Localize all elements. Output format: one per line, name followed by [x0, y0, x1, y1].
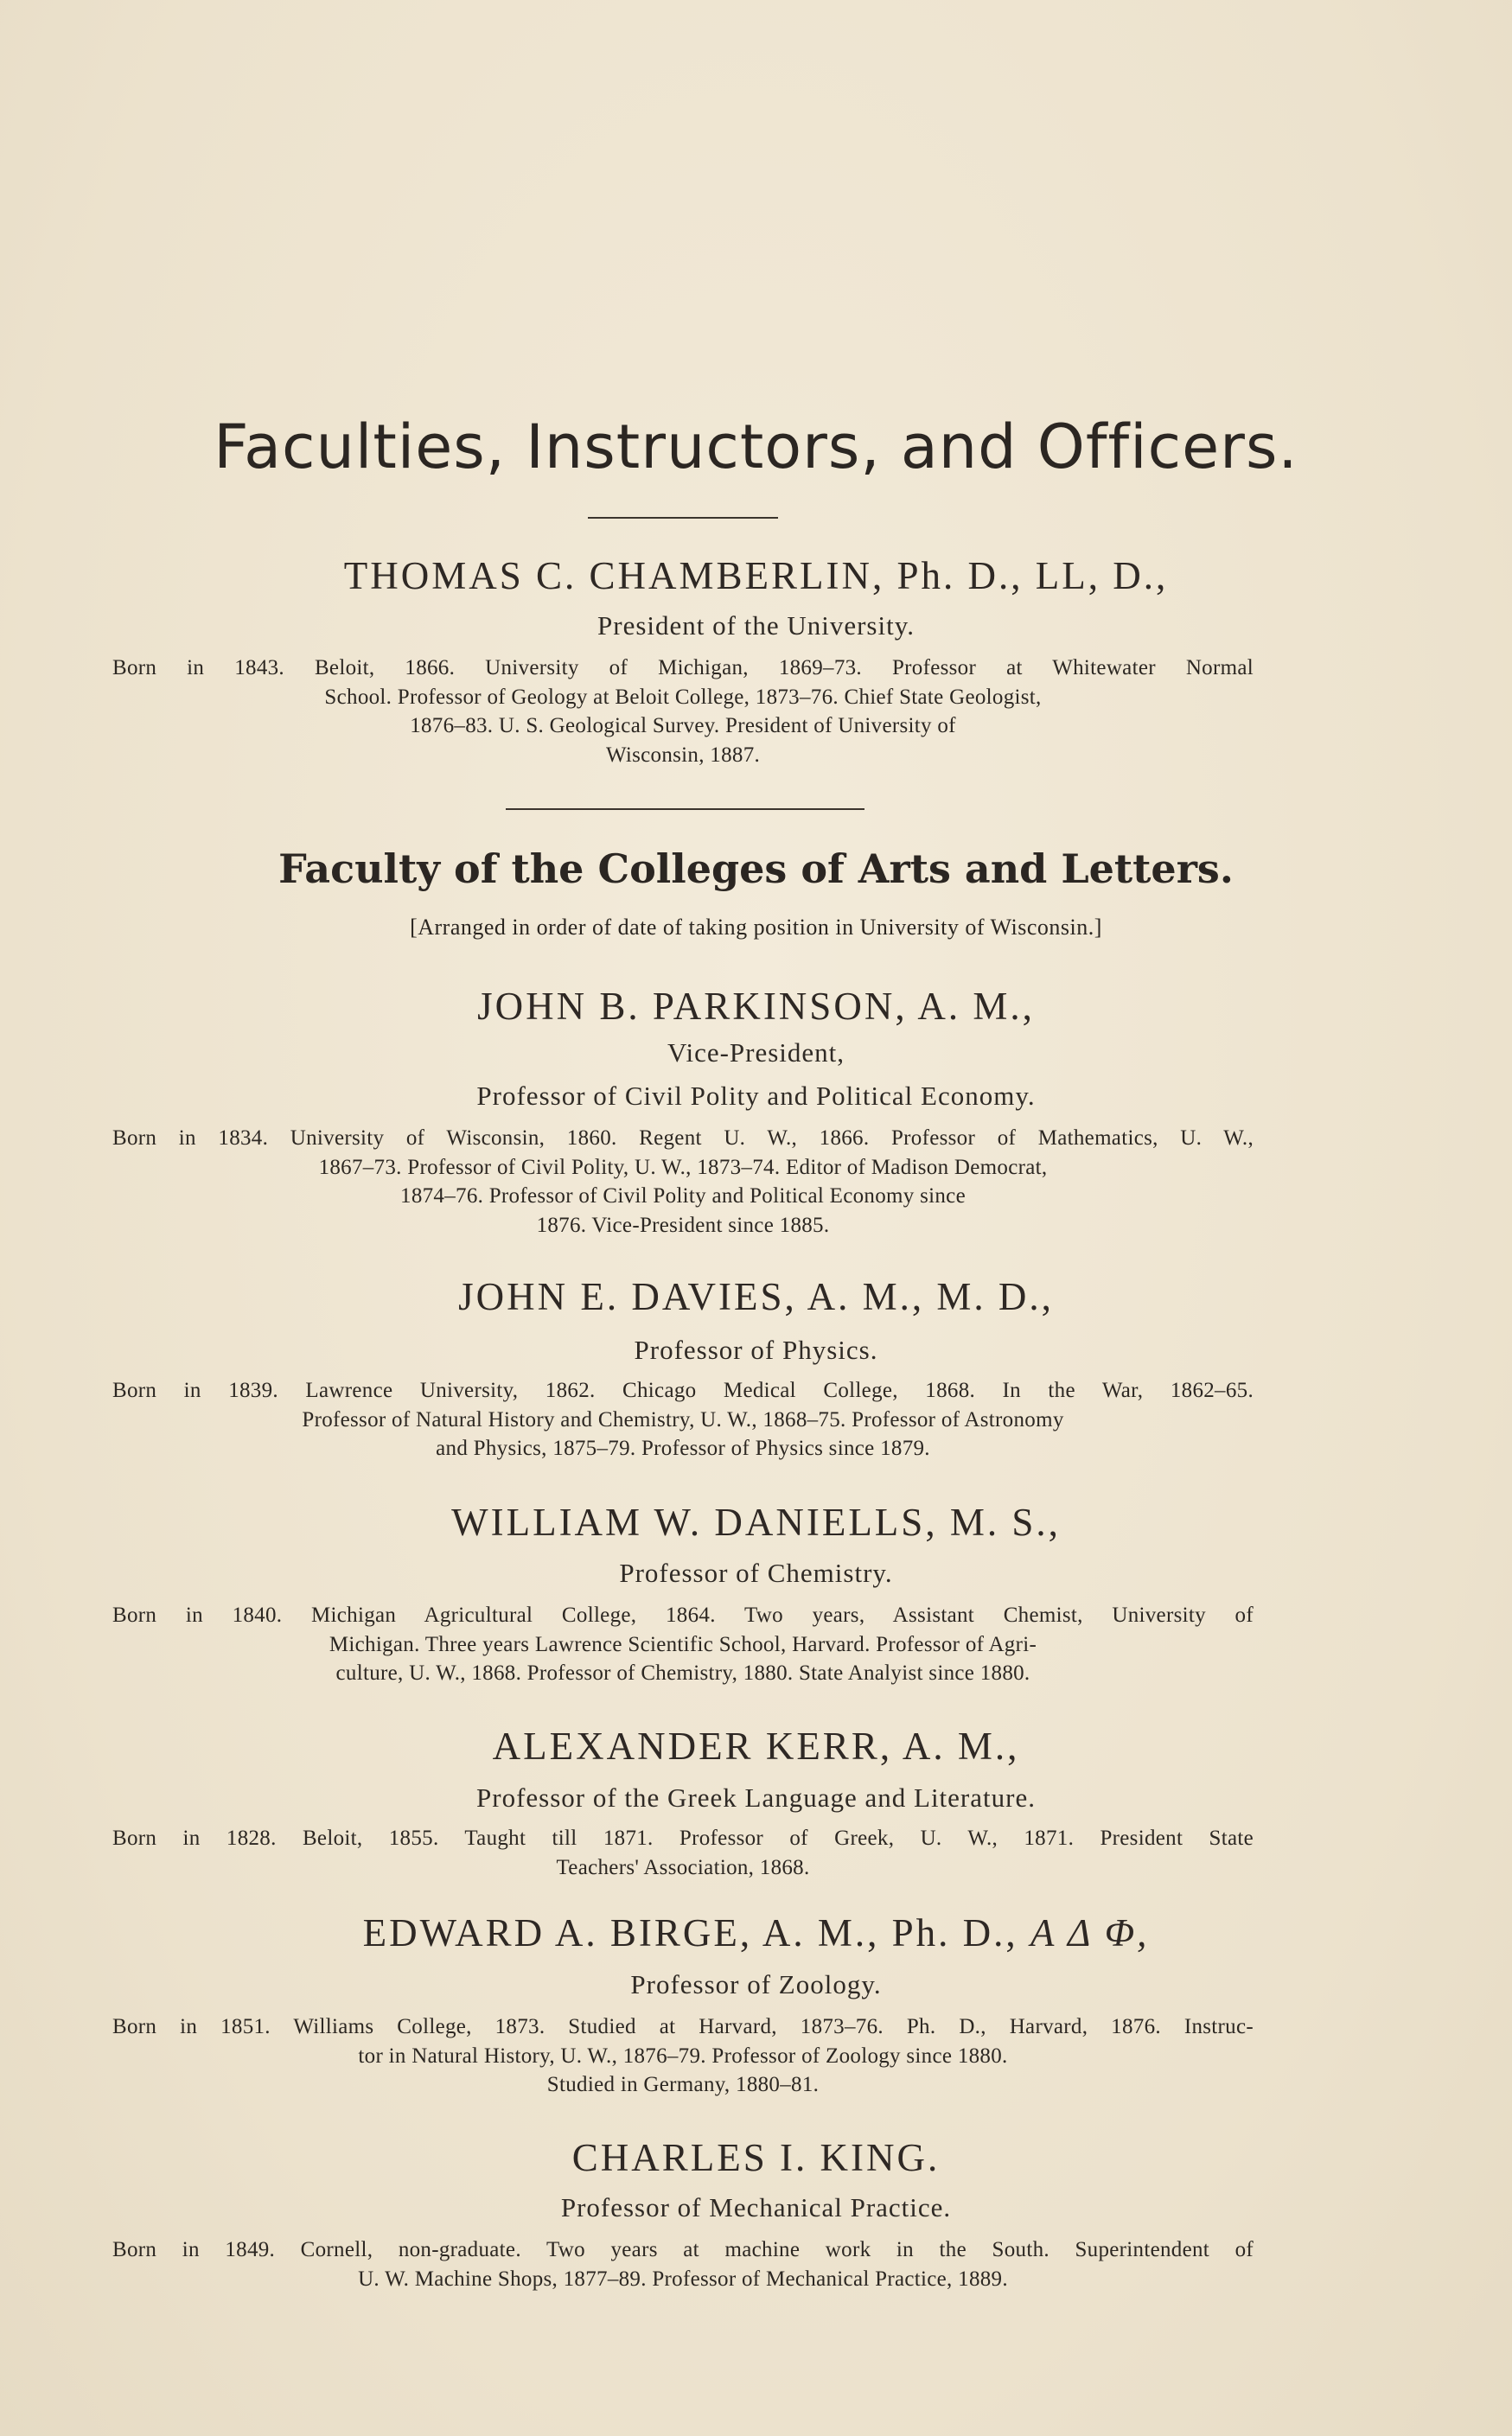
- faculty-name: JOHN B. PARKINSON, A. M.,: [477, 985, 1035, 1028]
- bio-line: Born in 1828. Beloit, 1855. Taught till 1871. Professor of Greek, U. W., 1871. President State: [112, 1827, 1254, 1850]
- faculty-bio: [112, 1376, 1254, 1464]
- faculty-bio: [112, 2235, 1254, 2293]
- section-title: Faculty of the Colleges of Arts and Letters.: [278, 845, 1234, 892]
- bio-line: Studied in Germany, 1880–81.: [546, 2073, 820, 2096]
- bio-line: Wisconsin, 1887.: [605, 743, 761, 767]
- greek-letters: Α Δ Φ,: [1030, 1911, 1150, 1955]
- faculty-bio: [112, 1601, 1254, 1688]
- bio-line: Born in 1840. Michigan Agricultural College, 1864. Two years, Assistant Chemist, University of: [112, 1604, 1254, 1627]
- faculty-role: Professor of Civil Polity and Political Economy.: [476, 1081, 1036, 1111]
- bio-line: 1867–73. Professor of Civil Polity, U. W., 1873–74. Editor of Madison Democrat,: [318, 1155, 1048, 1179]
- bio-line: School. Professor of Geology at Beloit College, 1873–76. Chief State Geologist,: [324, 685, 1042, 709]
- section-note: [Arranged in order of date of taking position in University of Wisconsin.]: [410, 915, 1102, 940]
- faculty-name: JOHN E. DAVIES, A. M., M. D.,: [458, 1275, 1054, 1318]
- bio-line: and Physics, 1875–79. Professor of Physics since 1879.: [436, 1437, 930, 1460]
- bio-line: 1876. Vice-President since 1885.: [536, 1213, 830, 1237]
- faculty-role: Vice-President,: [667, 1037, 845, 1068]
- bio-line: Professor of Natural History and Chemistry, U. W., 1868–75. Professor of Astronomy: [302, 1407, 1064, 1432]
- bio-line: Born in 1843. Beloit, 1866. University of Michigan, 1869–73. Professor at Whitewater Normal: [112, 656, 1254, 679]
- president-role: President of the University.: [597, 610, 915, 641]
- faculty-role: Professor of Chemistry.: [619, 1558, 893, 1588]
- bio-line: 1876–83. U. S. Geological Survey. President of University of: [410, 714, 956, 737]
- faculty-role: Professor of Physics.: [634, 1335, 878, 1365]
- faculty-role: Professor of Zoology.: [630, 1969, 882, 1999]
- bio-line: U. W. Machine Shops, 1877–89. Professor of Mechanical Practice, 1889.: [358, 2267, 1008, 2291]
- faculty-name: CHARLES I. KING.: [571, 2136, 941, 2179]
- bio-line: culture, U. W., 1868. Professor of Chemistry, 1880. State Analyist since 1880.: [335, 1661, 1030, 1685]
- bio-line: 1874–76. Professor of Civil Polity and Political Economy since: [400, 1184, 966, 1208]
- bio-line: Born in 1851. Williams College, 1873. Studied at Harvard, 1873–76. Ph. D., Harvard, 1876. Instruc-: [112, 2015, 1254, 2038]
- faculty-role: Professor of Mechanical Practice.: [560, 2192, 952, 2222]
- president-bio: [112, 654, 1254, 769]
- bio-line: Michigan. Three years Lawrence Scientific School, Harvard. Professor of Agri-: [329, 1632, 1037, 1656]
- faculty-bio: [112, 2012, 1254, 2100]
- faculty-name: WILLIAM W. DANIELLS, M. S.,: [451, 1501, 1061, 1544]
- bio-line: Born in 1834. University of Wisconsin, 1860. Regent U. W., 1866. Professor of Mathematics, U. W.,: [112, 1126, 1254, 1150]
- faculty-role: Professor of the Greek Language and Literature.: [476, 1782, 1036, 1813]
- faculty-name: [0, 1910, 1512, 1955]
- bio-line: Born in 1839. Lawrence University, 1862. Chicago Medical College, 1868. In the War, 1862–65.: [112, 1379, 1254, 1402]
- bio-line: Born in 1849. Cornell, non-graduate. Two years at machine work in the South. Superintendent of: [112, 2238, 1254, 2261]
- faculty-bio: [112, 1824, 1254, 1882]
- faculty-name: ALEXANDER KERR, A. M.,: [492, 1725, 1020, 1768]
- president-name: THOMAS C. CHAMBERLIN, Ph. D., LL, D.,: [343, 554, 1169, 597]
- bio-line: tor in Natural History, U. W., 1876–79. Professor of Zoology since 1880.: [358, 2044, 1008, 2068]
- page-title: Faculties, Instructors, and Officers.: [214, 411, 1298, 482]
- section-divider: [506, 808, 864, 810]
- bio-line: Teachers' Association, 1868.: [556, 1855, 810, 1879]
- title-divider: [588, 517, 778, 519]
- faculty-bio: [112, 1124, 1254, 1240]
- faculty-name-text: EDWARD A. BIRGE, A. M., Ph. D.,: [362, 1911, 1018, 1955]
